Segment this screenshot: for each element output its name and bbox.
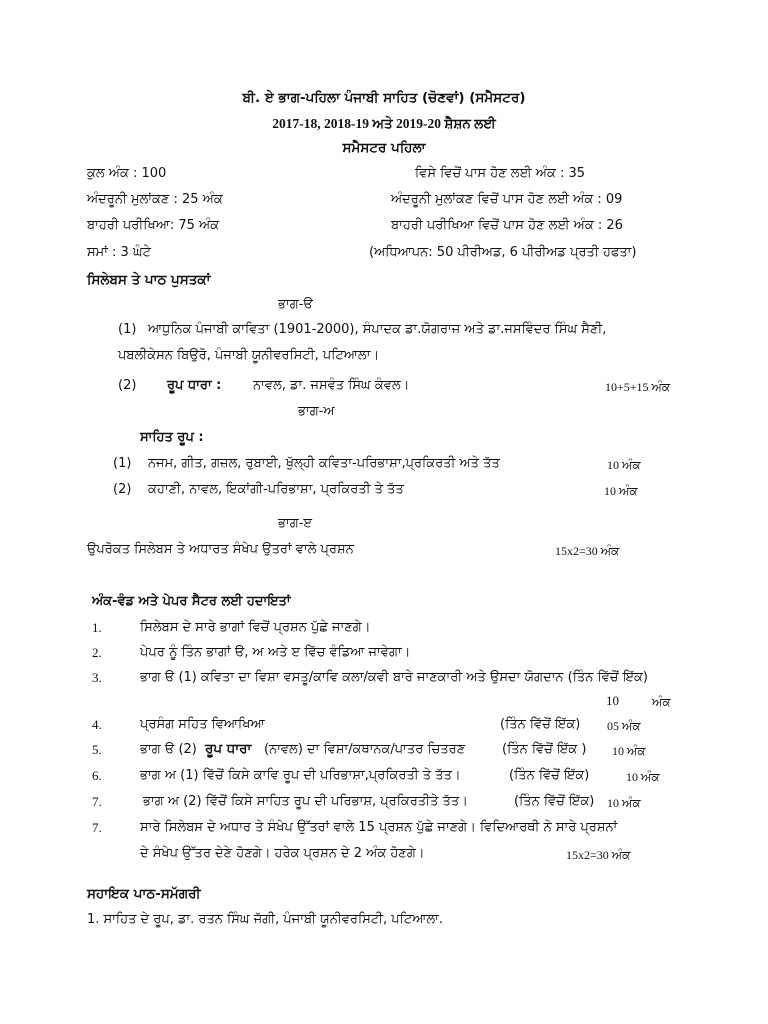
instruction-2-number: 2. (92, 645, 102, 660)
instructions-title: ਅੰਕ-ਵੰਡ ਅਤੇ ਪੇਪਰ ਸੈਟਰ ਲਈ ਹਦਾਇਤਾਂ (92, 594, 291, 609)
instruction-2-text: ਪੇਪਰ ਨੂੰ ਤਿੰਨ ਭਾਗਾਂ ੳ, ਅ ਅਤੇ ੲ ਵਿੱਚ ਵੰਡਿਆ ਜਾਵੇਗਾ। (140, 645, 411, 660)
part-b-item2-number: (2) (113, 482, 132, 497)
external-pass-marks: ਬਾਹਰੀ ਪਰੀਖਿਆ ਵਿਚੋਂ ਪਾਸ ਹੋਣ ਲਈ ਅੰਕ : 26 (391, 218, 623, 233)
part-b-item2-text: ਕਹਾਣੀ, ਨਾਵਲ, ਇਕਾਂਗੀ-ਪਰਿਭਾਸ਼ਾ, ਪ੍ਰਕਿਰਤੀ ਤੇ ਤੱਤ (148, 482, 404, 497)
instruction-6-marks: 10 ਅੰਕ (626, 770, 660, 784)
instruction-5-pre: ਭਾਗ ੳ (2) (140, 742, 197, 757)
part-a-item1-publisher: ਪਬਲੀਕੇਸਨ ਬਿਉਰੋ, ਪੰਜਾਬੀ ਯੂਨੀਵਰਸਿਟੀ, ਪਟਿਆਲਾ। (118, 348, 380, 363)
reading-item-1: 1. ਸਾਹਿਤ ਦੇ ਰੂਪ, ਡਾ. ਰਤਨ ਸਿੰਘ ਜੱਗੀ, ਪੰਜਾਬੀ ਯੂਨੀਵਰਸਿਟੀ, ਪਟਿਆਲਾ. (87, 912, 443, 927)
part-b-item1-number: (1) (113, 456, 132, 471)
pass-marks: ਵਿਸੇ ਵਿਚੋਂ ਪਾਸ ਹੋਣ ਲਈ ਅੰਕ : 35 (415, 166, 586, 181)
instruction-3-text: ਭਾਗ ੳ (1) ਕਵਿਤਾ ਦਾ ਵਿਸ਼ਾ ਵਸਤੂ/ਕਾਵਿ ਕਲਾ/ਕਵੀ ਬਾਰੇ ਜਾਣਕਾਰੀ ਅਤੇ ਉਸਦਾ ਯੋਗਦਾਨ (ਤਿੰਨ ਵਿੱਚੋਂ ਇੱਕ) (140, 670, 648, 685)
part-c-title: ਭਾਗ-ੲ (278, 516, 313, 531)
external-exam: ਬਾਹਰੀ ਪਰੀਖਿਆ: 75 ਅੰਕ (87, 218, 220, 233)
instruction-8-number: 7. (92, 820, 102, 835)
semester-title: ਸਮੈਸਟਰ ਪਹਿਲਾ (342, 140, 426, 156)
instruction-5-number: 5. (92, 742, 102, 757)
part-a-item1-number: (1) (118, 322, 137, 337)
instruction-5-choice: (ਤਿੰਨ ਵਿੱਚੋਂ ਇੱਕ ) (502, 742, 587, 757)
instruction-4-marks: 05 ਅੰਕ (607, 719, 641, 733)
instruction-4-choice: (ਤਿੰਨ ਵਿੱਚੋਂ ਇੱਕ) (500, 717, 581, 732)
instruction-6-choice: (ਤਿੰਨ ਵਿੱਚੋਂ ਇੱਕ) (509, 768, 590, 783)
instruction-4-number: 4. (92, 717, 102, 732)
instruction-3-marks-word: ਅੰਕ (652, 695, 671, 709)
part-a-item2-title: ਰੂਪ ਧਾਰਾ : (167, 378, 222, 393)
teaching-periods: (ਅਧਿਆਪਨ: 50 ਪੀਰੀਅਡ, 6 ਪੀਰੀਅਡ ਪ੍ਰਤੀ ਹਫਤਾ) (369, 245, 637, 260)
instruction-5-post: (ਨਾਵਲ) ਦਾ ਵਿਸ਼ਾ/ਕਥਾਨਕ/ਪਾਤਰ ਚਿਤਰਣ (264, 742, 466, 757)
part-c-marks: 15x2=30 ਅੰਕ (555, 544, 620, 558)
part-a-item2-text: ਨਾਵਲ, ਡਾ. ਜਸਵੰਤ ਸਿੰਘ ਕੰਵਲ। (253, 378, 410, 393)
part-b-title: ਭਾਗ-ਅ (298, 404, 335, 419)
instruction-5-bold: ਰੂਪ ਧਾਰਾ (205, 741, 252, 757)
instruction-3-number: 3. (92, 670, 102, 685)
instruction-7-marks: 10 ਅੰਕ (607, 796, 641, 810)
syllabus-title: ਸਿਲੇਬਸ ਤੇ ਪਾਠ ਪੁਸਤਕਾਂ (87, 272, 211, 288)
sahit-roop-heading: ਸਾਹਿਤ ਰੂਪ : (140, 430, 204, 445)
part-a-item2-marks: 10+5+15 ਅੰਕ (605, 380, 671, 394)
instruction-6-text: ਭਾਗ ਅ (1) ਵਿੱਚੋਂ ਕਿਸੇ ਕਾਵਿ ਰੂਪ ਦੀ ਪਰਿਭਾਸ਼ਾ,ਪ੍ਰਕਿਰਤੀ ਤੇ ਤੱਤ। (140, 768, 461, 783)
part-b-item1-marks: 10 ਅੰਕ (607, 458, 641, 472)
instruction-1-number: 1. (92, 620, 102, 635)
part-a-item2-number: (2) (118, 378, 137, 393)
instruction-6-number: 6. (92, 768, 102, 783)
part-a-item1-text: ਆਧੁਨਿਕ ਪੰਜਾਬੀ ਕਾਵਿਤਾ (1901-2000), ਸੰਪਾਦਕ ਡਾ.ਯੋਗਰਾਜ ਅਤੇ ਡਾ.ਜਸਵਿੰਦਰ ਸਿੰਘ ਸੈਣੀ, (148, 322, 607, 337)
instruction-1-text: ਸਿਲੇਬਸ ਦੇ ਸਾਰੇ ਭਾਗਾਂ ਵਿਚੋਂ ਪ੍ਰਸ਼ਨ ਪੁੱਛੇ ਜਾਣਗੇ। (140, 620, 371, 635)
reading-title: ਸਹਾਇਕ ਪਾਠ-ਸਮੱਗਰੀ (87, 886, 201, 902)
part-a-title: ਭਾਗ-ੳ (278, 297, 313, 312)
instruction-7-text: ਭਾਗ ਅ (2) ਵਿੱਚੋਂ ਕਿਸੇ ਸਾਹਿਤ ਰੂਪ ਦੀ ਪਰਿਭਾਸ਼, ਪ੍ਰਕਿਰਤੀਤੇ ਤੱਤ। (143, 794, 468, 809)
instruction-4-text: ਪ੍ਰਸੰਗ ਸਹਿਤ ਵਿਆਖਿਆ (140, 717, 265, 732)
session-line: 2017-18, 2018-19 ਅਤੇ 2019-20 ਸ਼ੈਸ਼ਨ ਲਈ (272, 116, 496, 131)
instruction-3-marks-number: 10 (606, 693, 619, 708)
part-b-item1-text: ਨਜਮ, ਗੀਤ, ਗਜ਼ਲ, ਰੁਬਾਈ, ਖੁੱਲ੍ਹੀ ਕਵਿਤਾ-ਪਰਿਭਾਸ਼ਾ,ਪ੍ਰਕਿਰਤੀ ਅਤੇ ਤੱਤ (148, 456, 500, 471)
instruction-7-choice: (ਤਿੰਨ ਵਿੱਚੋਂ ਇੱਕ) (514, 794, 595, 809)
total-marks: ਕੁਲ ਅੰਕ : 100 (87, 166, 167, 181)
instruction-5-marks: 10 ਅੰਕ (612, 744, 646, 758)
instruction-8-line1: ਸਾਰੇ ਸਿਲੇਬਸ ਦੇ ਅਧਾਰ ਤੇ ਸੰਖੇਪ ਉੱਤਰਾਂ ਵਾਲੇ 15 ਪ੍ਰਸ਼ਨ ਪੁੱਛੇ ਜਾਣਗੇ। ਵਿਦਿਆਰਥੀ ਨੇ ਸਾਰੇ ਪ੍ਰਸ਼ਨਾਂ (140, 820, 618, 835)
part-b-item2-marks: 10 ਅੰਕ (604, 484, 638, 498)
time-allowed: ਸਮਾਂ : 3 ਘੰਟੇ (87, 245, 151, 260)
instruction-8-marks: 15x2=30 ਅੰਕ (566, 848, 631, 862)
part-c-text: ਉਪਰੋਕਤ ਸਿਲੇਬਸ ਤੇ ਅਧਾਰਤ ਸੰਖੇਪ ਉਤਰਾਂ ਵਾਲੇ ਪ੍ਰਸ਼ਨ (87, 542, 354, 557)
instruction-7-number: 7. (92, 794, 102, 809)
internal-pass-marks: ਅੰਦਰੂਨੀ ਮੁਲਾਂਕਣ ਵਿਚੋਂ ਪਾਸ ਹੋਣ ਲਈ ਅੰਕ : 09 (391, 192, 623, 207)
document-title: ਬੀ. ਏ ਭਾਗ-ਪਹਿਲਾ ਪੰਜਾਬੀ ਸਾਹਿਤ (ਚੋਣਵਾਂ) (ਸਮੈਸਟਰ) (242, 90, 526, 106)
instruction-8-line2: ਦੇ ਸੰਖੇਪ ਉੱਤਰ ਦੇਣੇ ਹੋਣਗੇ। ਹਰੇਕ ਪ੍ਰਸ਼ਨ ਦੇ 2 ਅੰਕ ਹੋਣਗੇ। (140, 846, 425, 861)
internal-assessment: ਅੰਦਰੂਨੀ ਮੁਲਾਂਕਣ : 25 ਅੰਕ (87, 192, 223, 207)
